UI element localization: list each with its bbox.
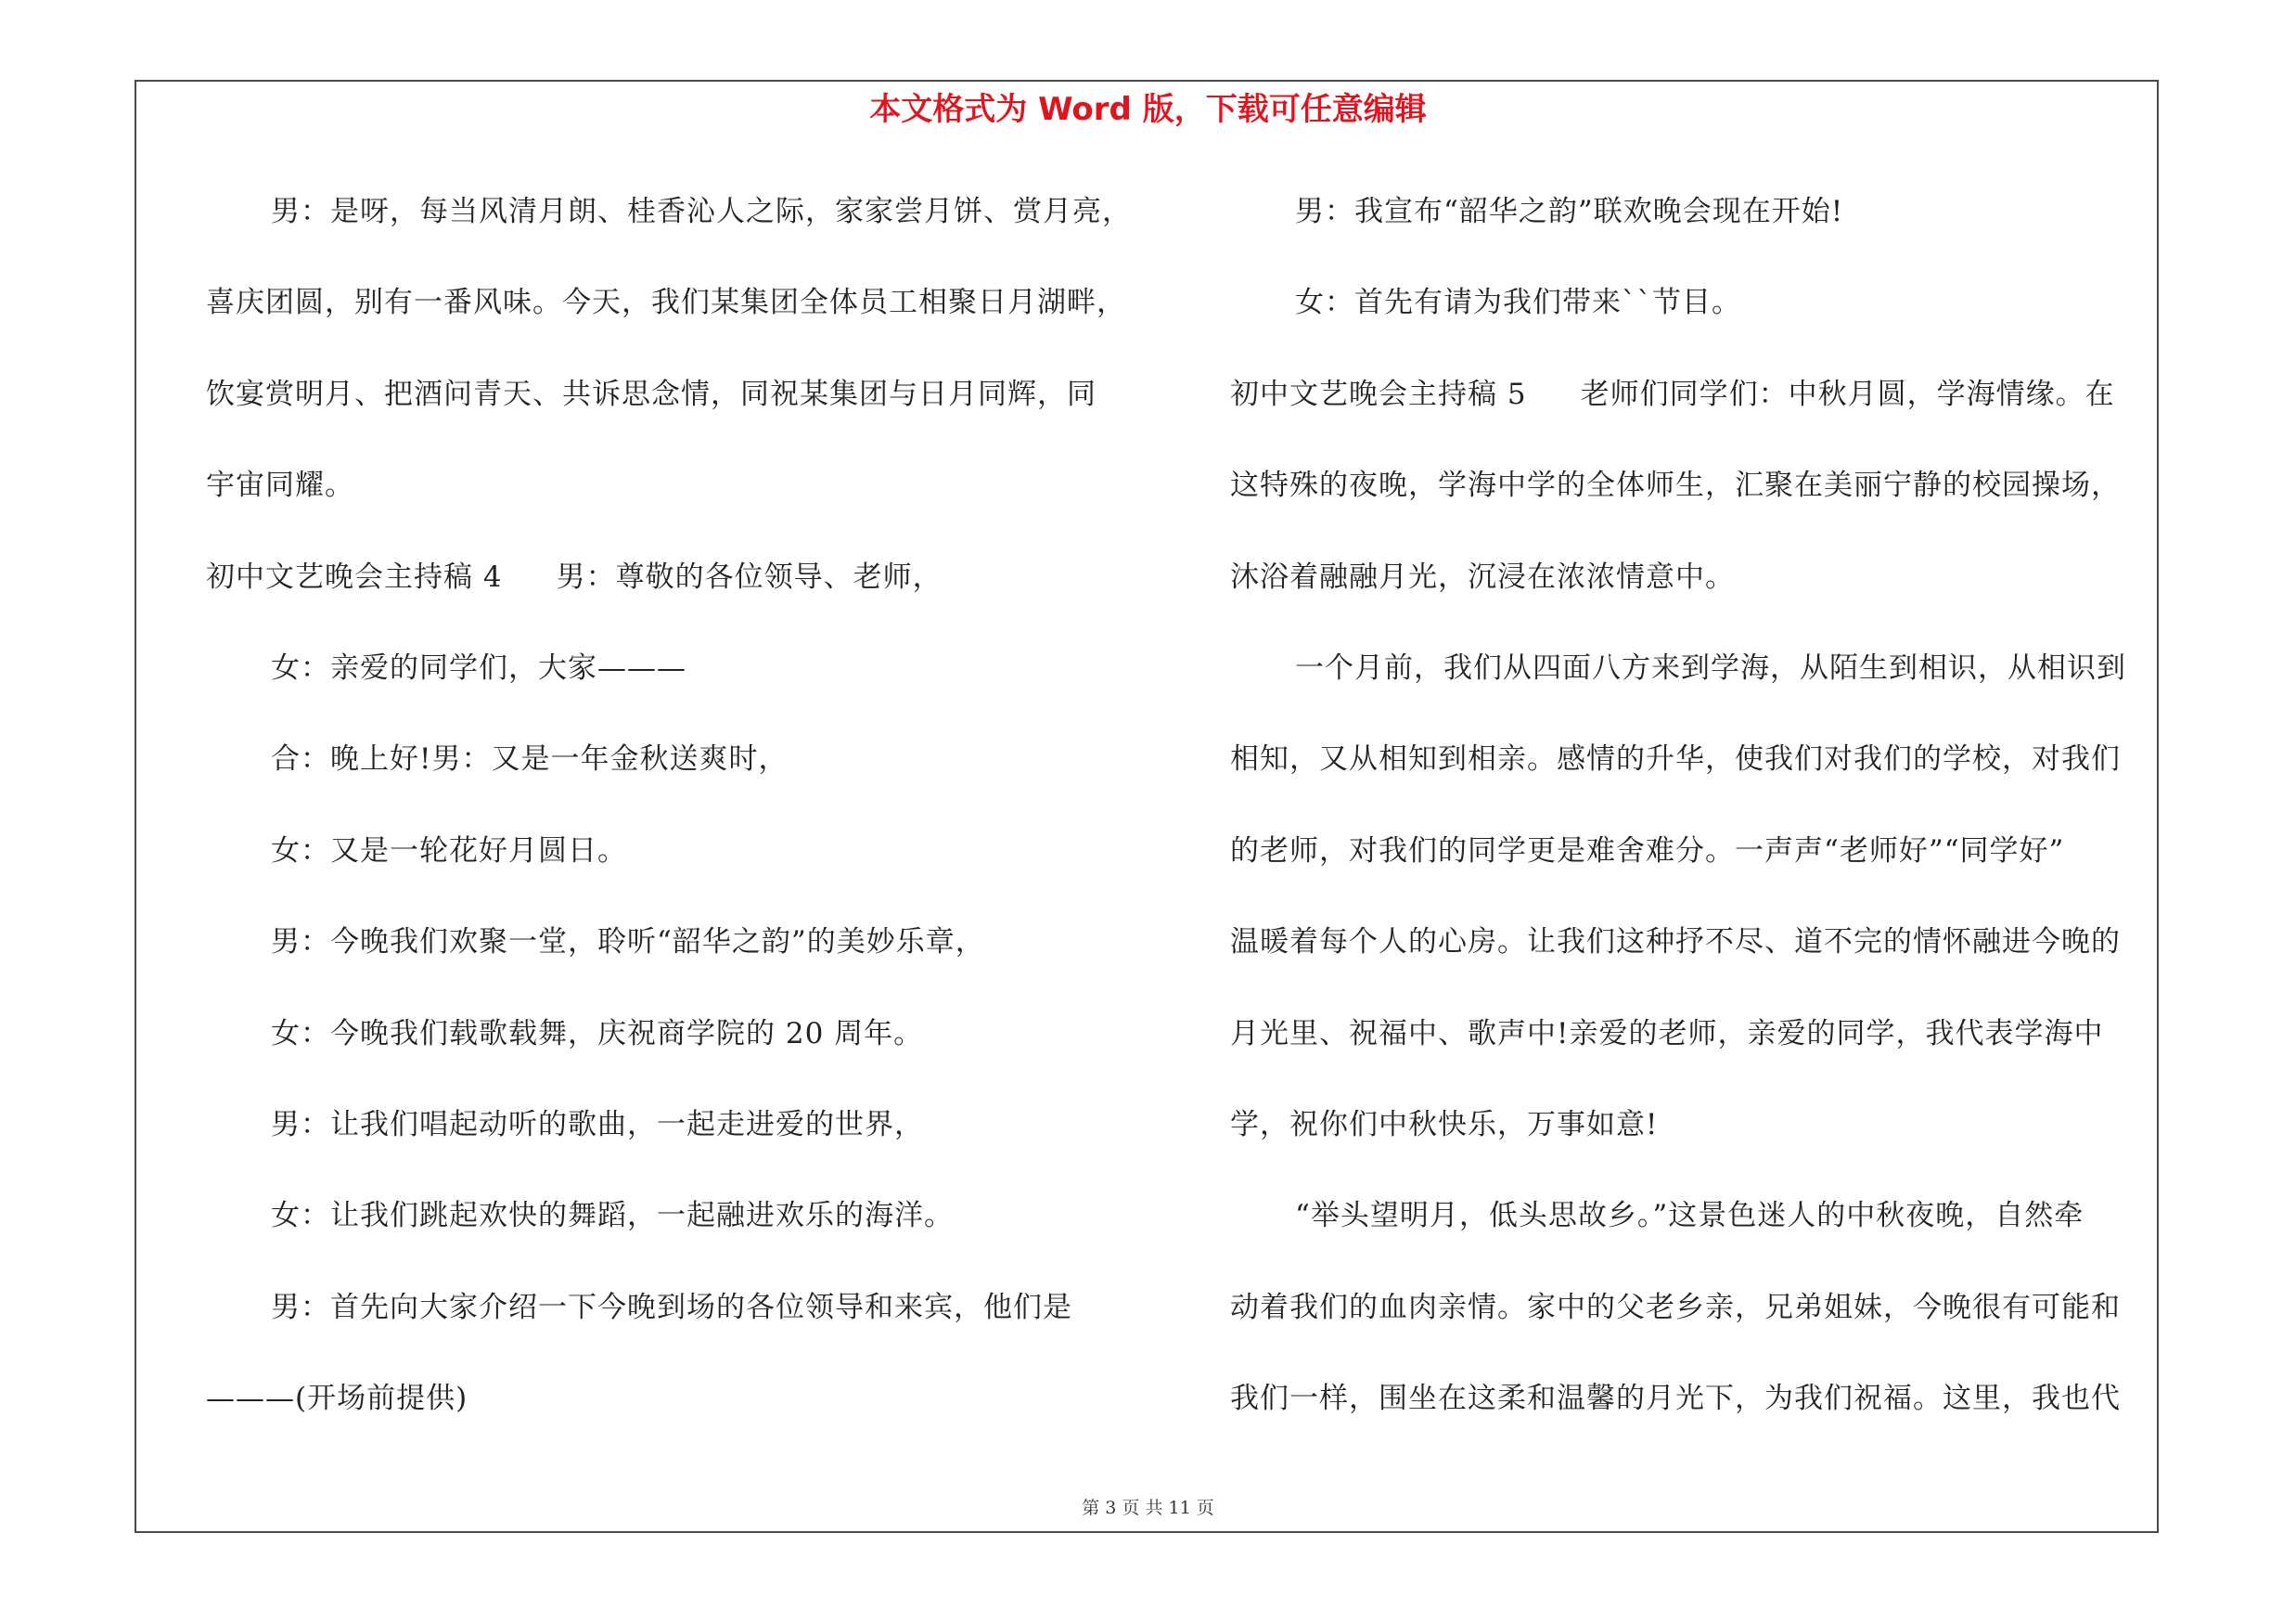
text-line bbox=[206, 540, 1171, 631]
line-text: 老师们同学们：中秋月圆，学海情缘。在 bbox=[1580, 377, 2115, 411]
line-text: 男：首先向大家介绍一下今晚到场的各位领导和来宾，他们是 bbox=[271, 1290, 1072, 1324]
text-line bbox=[1230, 540, 2158, 631]
line-text: 沐浴着融融月光，沉浸在浓浓情意中。 bbox=[1230, 560, 1735, 594]
text-line bbox=[206, 905, 1171, 996]
line-text: 男：今晚我们欢聚一堂，聆听“韶华之韵”的美妙乐章， bbox=[271, 925, 985, 960]
text-line bbox=[1230, 174, 2158, 265]
line-text: 一个月前，我们从四面八方来到学海，从陌生到相识，从相识到 bbox=[1295, 650, 2126, 685]
text-line bbox=[1230, 905, 2158, 996]
line-text: 相知，又从相知到相亲。感情的升华，使我们对我们的学校，对我们 bbox=[1230, 742, 2121, 777]
text-line bbox=[206, 174, 1171, 265]
line-text: 男：让我们唱起动听的歌曲，一起走进爱的世界， bbox=[271, 1107, 924, 1141]
line-text: 女：又是一轮花好月圆日。 bbox=[271, 833, 627, 868]
text-line bbox=[206, 1270, 1171, 1361]
section-heading: 初中文艺晚会主持稿 5 bbox=[1230, 377, 1527, 411]
text-line bbox=[1230, 631, 2158, 722]
section-heading: 初中文艺晚会主持稿 4 bbox=[206, 560, 503, 594]
text-line bbox=[206, 265, 1171, 356]
line-text: 学，祝你们中秋快乐，万事如意! bbox=[1230, 1107, 1659, 1141]
text-line bbox=[206, 814, 1171, 905]
line-text: 这特殊的夜晚，学海中学的全体师生，汇聚在美丽宁静的校园操场， bbox=[1230, 469, 2121, 503]
line-text: 月光里、祝福中、歌声中!亲爱的老师，亲爱的同学，我代表学海中 bbox=[1230, 1016, 2104, 1050]
line-text: 女：首先有请为我们带来``节目。 bbox=[1295, 286, 1741, 320]
text-line bbox=[1230, 448, 2158, 539]
left-column bbox=[206, 174, 1171, 1452]
line-text: ———(开场前提供) bbox=[206, 1382, 468, 1416]
text-line bbox=[1230, 1270, 2158, 1361]
text-line bbox=[1230, 722, 2158, 813]
format-banner: 本文格式为 Word 版，下载可任意编辑 bbox=[869, 91, 1427, 128]
text-line bbox=[1230, 357, 2158, 448]
text-line bbox=[206, 1179, 1171, 1269]
line-text: 女：让我们跳起欢快的舞蹈，一起融进欢乐的海洋。 bbox=[271, 1199, 954, 1233]
line-text: 男：我宣布“韶华之韵”联欢晚会现在开始! bbox=[1295, 195, 1844, 228]
page-footer: 第 3 页 共 11 页 bbox=[1082, 1498, 1214, 1518]
text-line bbox=[206, 1088, 1171, 1179]
text-line bbox=[1230, 997, 2158, 1088]
text-line bbox=[206, 631, 1171, 722]
line-text: 女：今晚我们载歌载舞，庆祝商学院的 20 周年。 bbox=[271, 1016, 924, 1050]
text-line bbox=[206, 997, 1171, 1088]
text-line bbox=[1230, 1361, 2158, 1452]
line-text: 合：晚上好!男：又是一年金秋送爽时， bbox=[271, 742, 789, 777]
line-text: 男：尊敬的各位领导、老师， bbox=[556, 560, 943, 594]
line-text: 的老师，对我们的同学更是难舍难分。一声声“老师好”“同学好” bbox=[1230, 833, 2065, 868]
line-text: “举头望明月，低头思故乡。”这景色迷人的中秋夜晚，自然牵 bbox=[1295, 1199, 2084, 1233]
right-column bbox=[1230, 174, 2158, 1452]
line-text: 动着我们的血肉亲情。家中的父老乡亲，兄弟姐妹，今晚很有可能和 bbox=[1230, 1290, 2121, 1324]
text-line bbox=[206, 357, 1171, 448]
line-text: 女：亲爱的同学们，大家——— bbox=[271, 650, 686, 685]
line-text: 男：是呀，每当风清月朗、桂香沁人之际，家家尝月饼、赏月亮， bbox=[271, 195, 1132, 228]
text-line bbox=[206, 448, 1171, 539]
line-text: 喜庆团圆，别有一番风味。今天，我们某集团全体员工相聚日月湖畔， bbox=[206, 286, 1126, 320]
line-text: 我们一样，围坐在这柔和温馨的月光下，为我们祝福。这里，我也代 bbox=[1230, 1382, 2121, 1416]
line-text: 饮宴赏明月、把酒问青天、共诉思念情，同祝某集团与日月同辉，同 bbox=[206, 377, 1097, 411]
text-line bbox=[206, 722, 1171, 813]
line-text: 温暖着每个人的心房。让我们这种抒不尽、道不完的情怀融进今晚的 bbox=[1230, 925, 2121, 960]
text-line bbox=[1230, 814, 2158, 905]
text-line bbox=[1230, 265, 2158, 356]
text-line bbox=[1230, 1179, 2158, 1269]
line-text: 宇宙同耀。 bbox=[206, 469, 354, 503]
text-line bbox=[1230, 1088, 2158, 1179]
text-line bbox=[206, 1361, 1171, 1452]
